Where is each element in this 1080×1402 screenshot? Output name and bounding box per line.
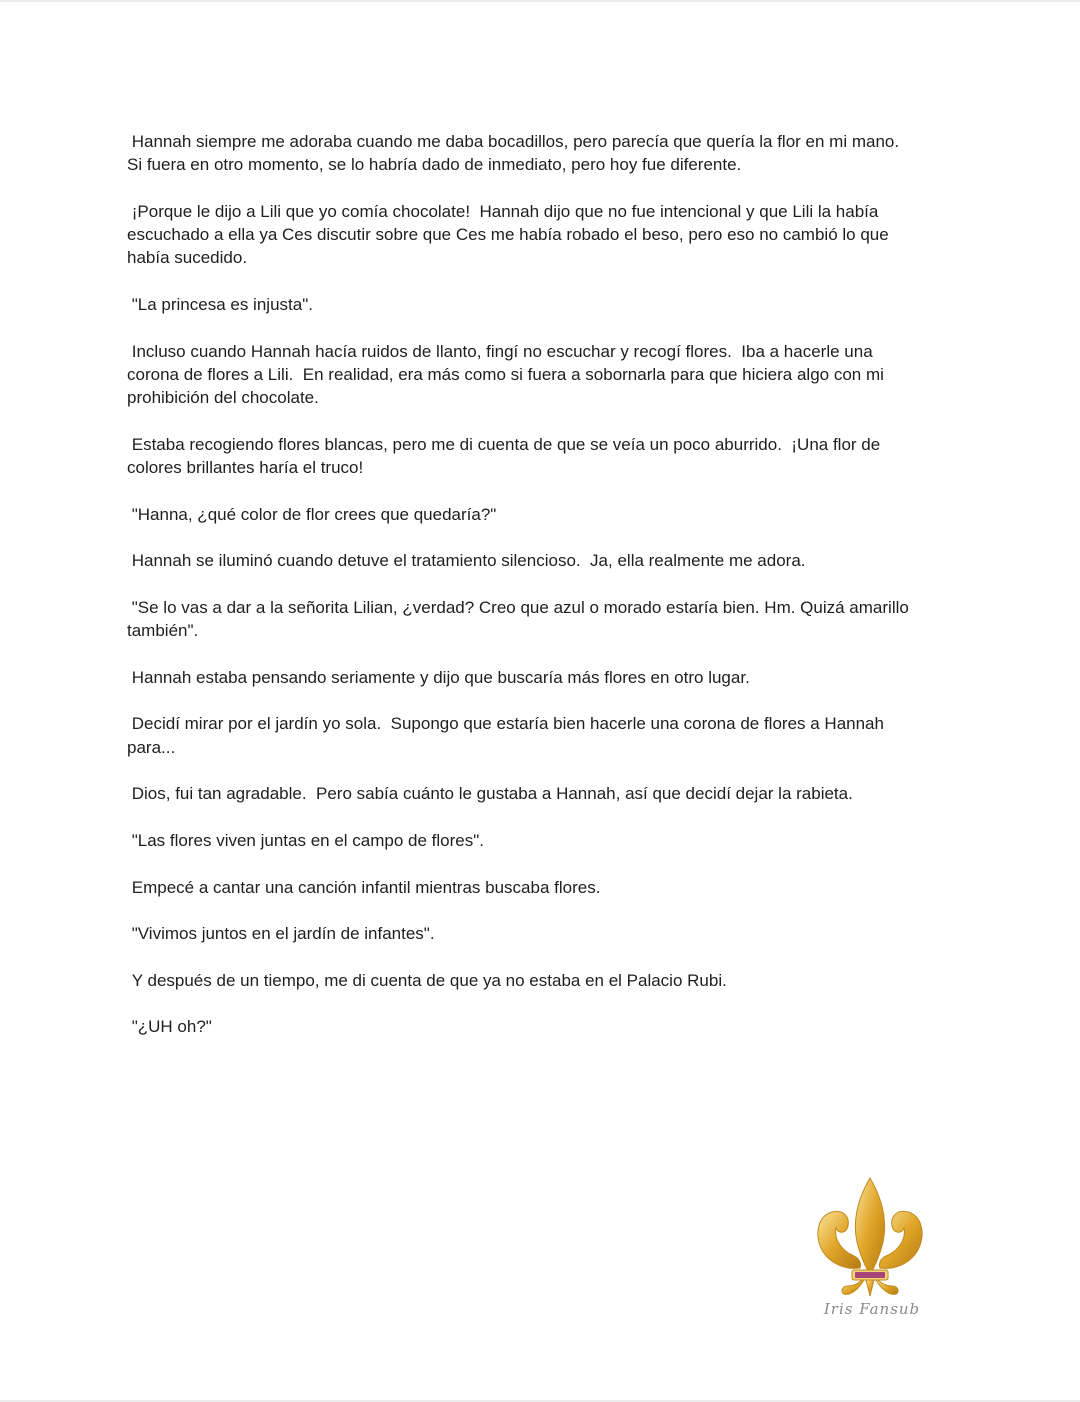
- paragraph: Decidí mirar por el jardín yo sola. Supongo que estaría bien hacerle una corona de flores a Hannah para...: [127, 714, 884, 757]
- paragraph: Dios, fui tan agradable. Pero sabía cuánto le gustaba a Hannah, así que decidí dejar la rabieta.: [127, 784, 853, 804]
- paragraph: Y después de un tiempo, me di cuenta de que ya no estaba en el Palacio Rubi.: [127, 970, 727, 990]
- paragraph: "Hanna, ¿qué color de flor crees que quedaría?": [127, 504, 497, 524]
- paragraph: Empecé a cantar una canción infantil mientras buscaba flores.: [127, 877, 601, 897]
- document-body: [127, 130, 957, 1062]
- signature: Iris Fansub: [823, 1300, 921, 1318]
- paragraph: Estaba recogiendo flores blancas, pero me di cuenta de que se veía un poco aburrido. ¡Una flor de colores brillantes haría el truco!: [127, 434, 881, 478]
- paragraph: "¿UH oh?": [127, 1017, 212, 1037]
- paragraph: "Se lo vas a dar a la señorita Lilian, ¿verdad? Creo que azul o morado estaría bien. Hm. Quizá amarillo también".: [127, 597, 909, 641]
- paragraph: "Vivimos juntos en el jardín de infantes".: [127, 924, 435, 944]
- paragraph: "La princesa es injusta".: [127, 295, 313, 315]
- paragraph: Incluso cuando Hannah hacía ruidos de llanto, fingí no escuchar y recogí flores. Iba a hacerle una corona de flores a Lili. En realidad, era más como si fuera a sobornarla para que hiciera algo con mi prohibición del chocolate.: [127, 341, 884, 408]
- paragraph: ¡Porque le dijo a Lili que yo comía chocolate! Hannah dijo que no fue intencional y que Lili la había escuchado a ella ya Ces discutir sobre que Ces me había robado el beso, pero eso no cambió lo que había sucedido.: [127, 201, 889, 268]
- paragraph: Hannah siempre me adoraba cuando me daba bocadillos, pero parecía que quería la flor en mi mano. Si fuera en otro momento, se lo habría dado de inmediato, pero hoy fue diferente.: [127, 132, 900, 175]
- paragraph: Hannah se iluminó cuando detuve el tratamiento silencioso. Ja, ella realmente me adora.: [127, 551, 806, 571]
- paragraph: "Las flores viven juntas en el campo de flores".: [127, 830, 484, 850]
- paragraph: Hannah estaba pensando seriamente y dijo que buscaría más flores en otro lugar.: [127, 667, 750, 687]
